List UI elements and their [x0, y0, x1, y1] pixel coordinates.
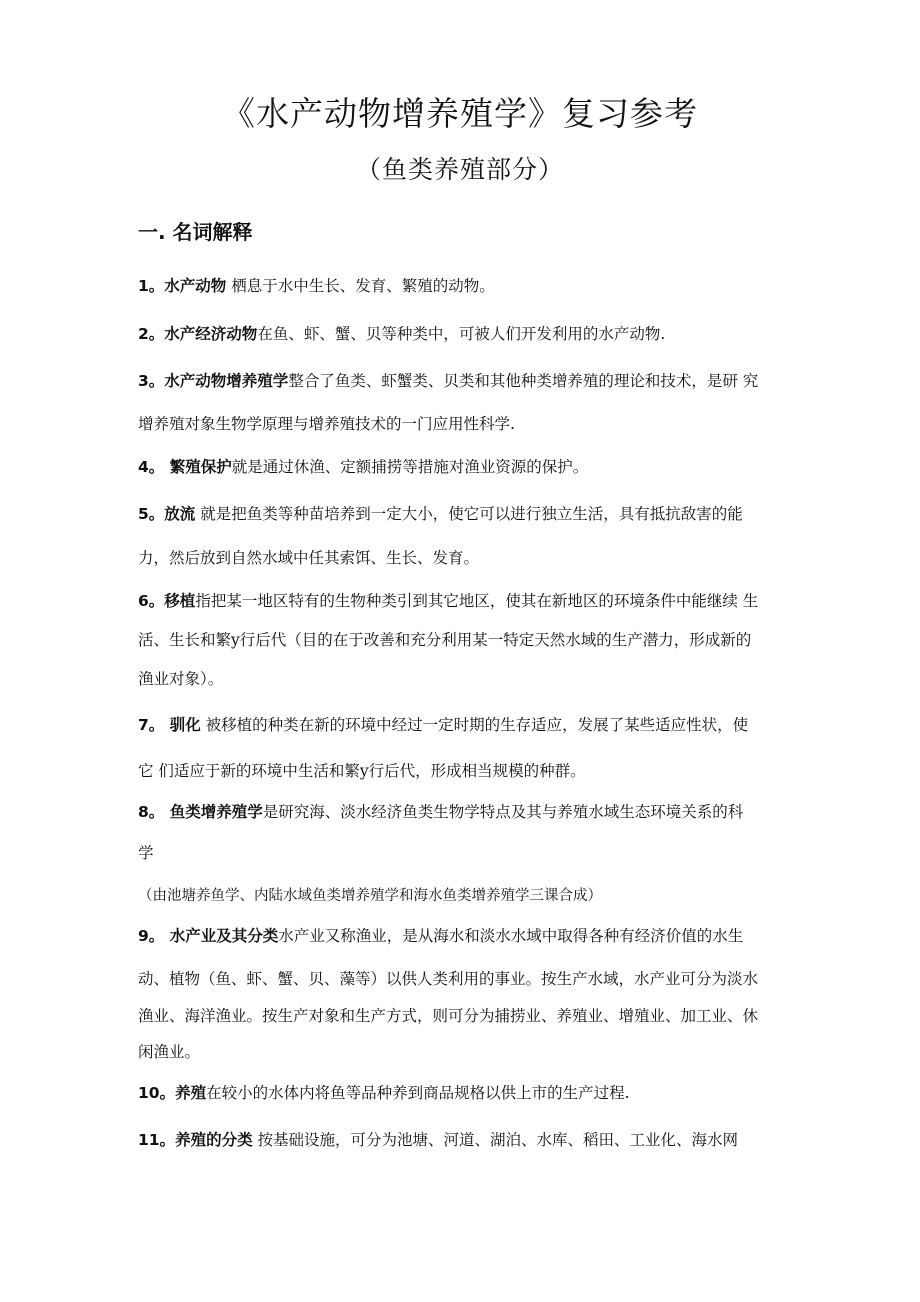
- definition-line: 4。 繁殖保护就是通过休渔、定额捕捞等措施对渔业资源的保护。: [138, 458, 589, 476]
- definition-line: 2。水产经济动物在鱼、虾、蟹、贝等种类中，可被人们开发利用的水产动物.: [138, 325, 666, 343]
- definition-line: 闲渔业。: [138, 1043, 201, 1061]
- definition-line: 11。养殖的分类 按基础设施，可分为池塘、河道、湖泊、水库、稻田、工业化、海水网: [138, 1131, 739, 1149]
- definition-line: 3。水产动物增养殖学整合了鱼类、虾蟹类、贝类和其他种类增养殖的理论和技术，是研 究: [138, 372, 759, 390]
- definition-line: 渔业对象）。: [138, 670, 224, 688]
- definition-line: 力，然后放到自然水域中任其索饵、生长、发育。: [138, 549, 480, 567]
- definition-line: 8。 鱼类增养殖学是研究海、淡水经济鱼类生物学特点及其与养殖水域生态环境关系的科: [138, 803, 744, 821]
- definition-line: 增养殖对象生物学原理与增养殖技术的一门应用性科学.: [138, 415, 515, 433]
- definition-line: 1。水产动物 栖息于水中生长、发育、繁殖的动物。: [138, 277, 495, 295]
- definition-line: 学: [138, 844, 154, 862]
- definition-line: 7。 驯化 被移植的种类在新的环境中经过一定时期的生存适应，发展了某些适应性状，使: [138, 716, 749, 734]
- definition-line: 活、生长和繁y行后代（目的在于改善和充分利用某一特定天然水域的生产潜力，形成新的: [138, 631, 752, 649]
- definition-line: 它 们适应于新的环境中生活和繁y行后代，形成相当规模的种群。: [138, 762, 586, 780]
- definition-line: 10。养殖在较小的水体内将鱼等品种养到商品规格以供上市的生产过程.: [138, 1084, 630, 1102]
- document-title: 《水产动物增养殖学》复习参考: [222, 94, 698, 133]
- definition-line: 5。放流 就是把鱼类等种苗培养到一定大小，使它可以进行独立生活，具有抵抗敌害的能: [138, 505, 743, 523]
- definition-line: 渔业、海洋渔业。按生产对象和生产方式，则可分为捕捞业、养殖业、增殖业、加工业、休: [138, 1007, 759, 1025]
- definition-line: 6。移植指把某一地区特有的生物种类引到其它地区，使其在新地区的环境条件中能继续 生: [138, 592, 759, 610]
- definition-line: 9。 水产业及其分类水产业又称渔业，是从海水和淡水水域中取得各种有经济价值的水生: [138, 927, 744, 945]
- course-note: （由池塘养鱼学、内陆水域鱼类增养殖学和海水鱼类增养殖学三课合成）: [138, 888, 602, 904]
- definition-line: 动、植物（鱼、虾、蟹、贝、藻等）以供人类利用的事业。按生产水域，水产业可分为淡水: [138, 970, 759, 988]
- section-heading: 一. 名词解释: [138, 220, 253, 244]
- document-subtitle: （鱼类养殖部分）: [355, 155, 564, 184]
